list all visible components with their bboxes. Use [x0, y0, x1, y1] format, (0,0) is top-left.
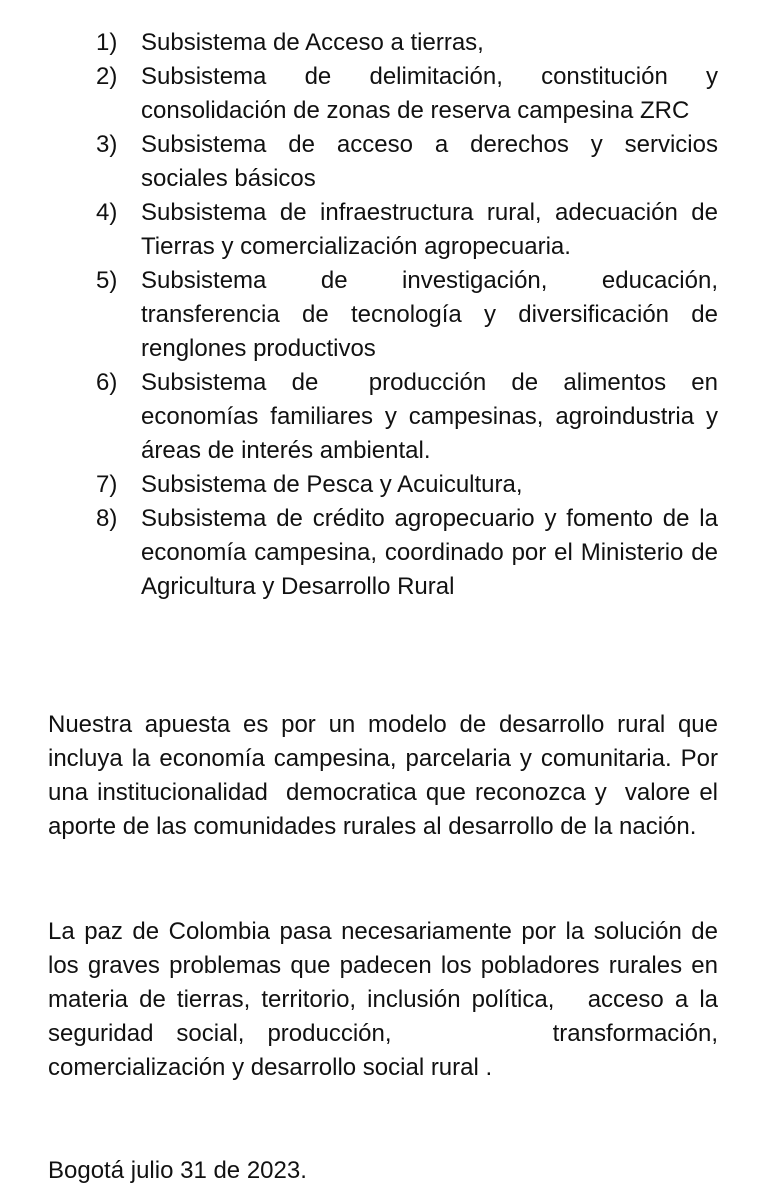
list-item-text: Subsistema de acceso a derechos y servicios sociales básicos — [141, 131, 725, 192]
list-item-text: Subsistema de Acceso a tierras, — [141, 29, 484, 56]
paragraph-peace-colombia: La paz de Colombia pasa necesariamente por la solución de los graves problemas que padecen los pobladores rurales en materia de tierras, territorio, inclusión política, acceso a la seguridad social, producción, transformación, comercialización y desarrollo social rural . — [48, 918, 725, 1081]
list-item-number: 3) — [96, 131, 118, 158]
list-item — [96, 128, 725, 196]
list-item-number: 7) — [96, 471, 118, 498]
list-item-number: 4) — [96, 199, 118, 226]
list-item — [96, 60, 725, 128]
list-item-number: 2) — [96, 63, 118, 90]
list-item-number: 6) — [96, 369, 118, 396]
closing-date-line: Bogotá julio 31 de 2023. — [48, 1157, 307, 1184]
list-item-text: Subsistema de delimitación, constitución y consolidación de zonas de reserva campesina ZRC — [141, 63, 725, 124]
list-item — [96, 468, 718, 502]
list-item-text: Subsistema de Pesca y Acuicultura, — [141, 471, 523, 498]
list-item — [96, 264, 725, 366]
list-item — [96, 366, 725, 468]
list-item — [96, 26, 718, 60]
list-item-number: 5) — [96, 267, 118, 294]
list-item-number: 1) — [96, 29, 118, 56]
list-item — [96, 196, 725, 264]
list-item-text: Subsistema de infraestructura rural, adecuación de Tierras y comercialización agropecuaria. — [141, 199, 725, 260]
subsystems-list — [96, 26, 725, 604]
list-item-text: Subsistema de crédito agropecuario y fomento de la economía campesina, coordinado por el Ministerio de Agricultura y Desarrollo Rural — [141, 505, 725, 600]
list-item — [96, 502, 725, 604]
list-item-number: 8) — [96, 505, 118, 532]
paragraph-rural-development: Nuestra apuesta es por un modelo de desarrollo rural que incluya la economía campesina, parcelaria y comunitaria. Por una institucionalidad democratica que reconozca y valore el aporte de las comunidades rurales al desarrollo de la nación. — [48, 711, 725, 840]
list-item-text: Subsistema de investigación, educación, transferencia de tecnología y diversificación de renglones productivos — [141, 267, 725, 362]
list-item-text: Subsistema de producción de alimentos en economías familiares y campesinas, agroindustria y áreas de interés ambiental. — [141, 369, 725, 464]
